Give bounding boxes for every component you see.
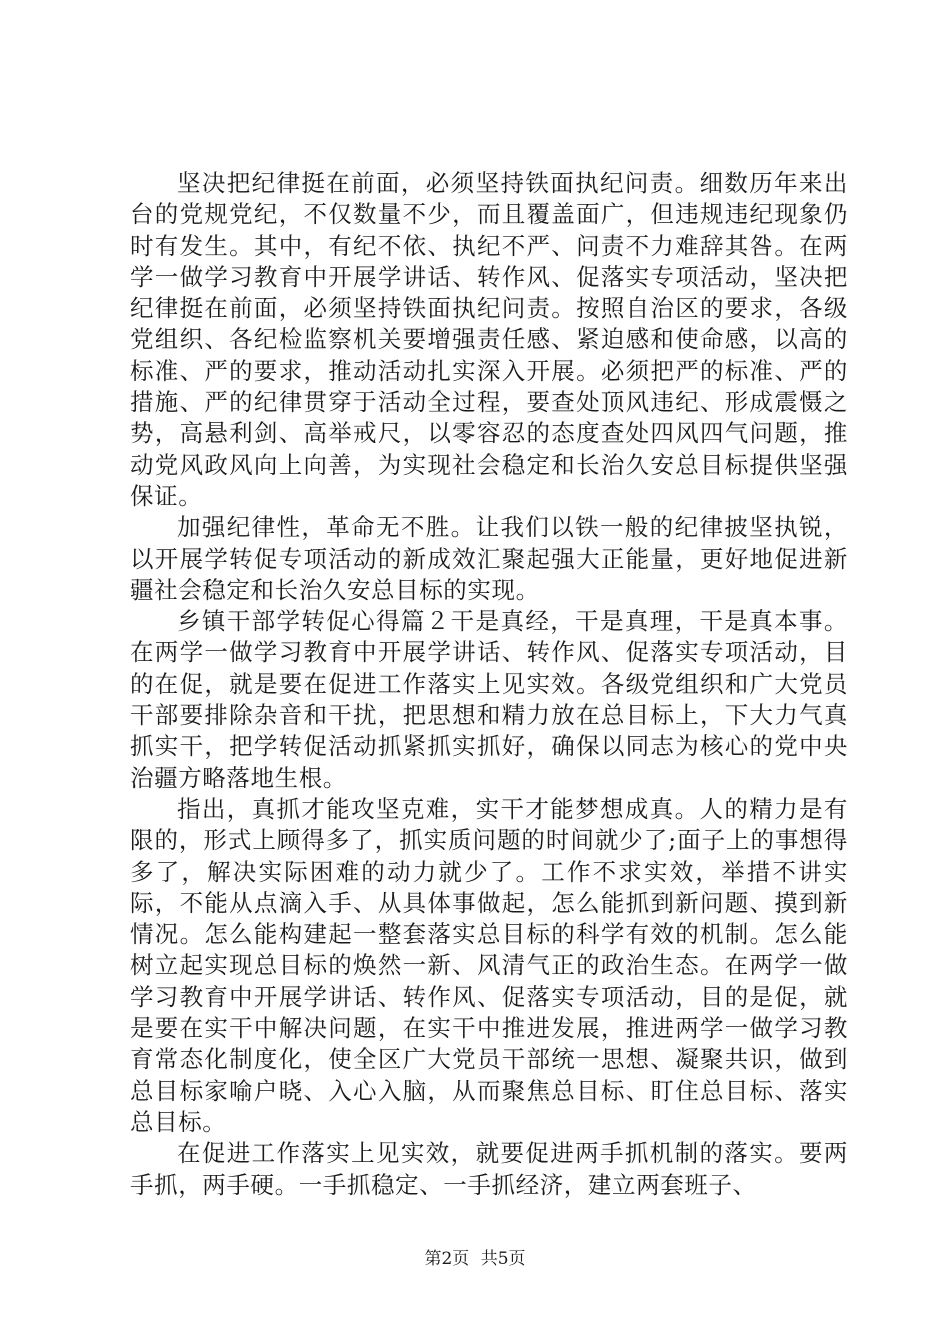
page-number-current: 第2页 (424, 1249, 470, 1269)
document-body (130, 168, 848, 1201)
paragraph: 坚决把纪律挺在前面，必须坚持铁面执纪问责。细数历年来出台的党规党纪，不仅数量不少，而且覆盖面广，但违规违纪现象仍时有发生。其中，有纪不依、执纪不严、问责不力难辞其咎。在两学一做学习教育中开展学讲话、转作风、促落实专项活动，坚决把纪律挺在前面，必须坚持铁面执纪问责。按照自治区的要求，各级党组织、各纪检监察机关要增强责任感、紧迫感和使命感，以高的标准、严的要求，推动活动扎实深入开展。必须把严的标准、严的措施、严的纪律贯穿于活动全过程，要查处顶风违纪、形成震慑之势，高悬利剑、高举戒尺，以零容忍的态度查处四风四气问题，推动党风政风向上向善，为实现社会稳定和长治久安总目标提供坚强保证。 (130, 169, 848, 510)
paragraph: 乡镇干部学转促心得篇２干是真经，干是真理，干是真本事。在两学一做学习教育中开展学讲话、转作风、促落实专项活动，目的在促，就是要在促进工作落实上见实效。各级党组织和广大党员干部要排除杂音和干扰，把思想和精力放在总目标上，下大力气真抓实干，把学转促活动抓紧抓实抓好，确保以同志为核心的党中央治疆方略落地生根。 (130, 607, 848, 792)
paragraph: 指出，真抓才能攻坚克难，实干才能梦想成真。人的精力是有限的，形式上顾得多了，抓实质问题的时间就少了;面子上的事想得多了，解决实际困难的动力就少了。工作不求实效，举措不讲实际，不能从点滴入手、从具体事做起，怎么能抓到新问题、摸到新情况。怎么能构建起一整套落实总目标的科学有效的机制。怎么能树立起实现总目标的焕然一新、风清气正的政治生态。在两学一做学习教育中开展学讲话、转作风、促落实专项活动，目的是促，就是要在实干中解决问题，在实干中推进发展，推进两学一做学习教育常态化制度化，使全区广大党员干部统一思想、凝聚共识，做到总目标家喻户晓、入心入脑，从而聚焦总目标、盯住总目标、落实总目标。 (130, 794, 848, 1136)
paragraph: 在促进工作落实上见实效，就要促进两手抓机制的落实。要两手抓，两手硬。一手抓稳定、一手抓经济，建立两套班子、 (130, 1139, 848, 1199)
page-number-total: 共5页 (480, 1249, 526, 1269)
paragraph: 加强纪律性，革命无不胜。让我们以铁一般的纪律披坚执锐，以开展学转促专项活动的新成效汇聚起强大正能量，更好地促进新疆社会稳定和长治久安总目标的实现。 (130, 513, 848, 604)
page-footer (0, 1244, 950, 1269)
